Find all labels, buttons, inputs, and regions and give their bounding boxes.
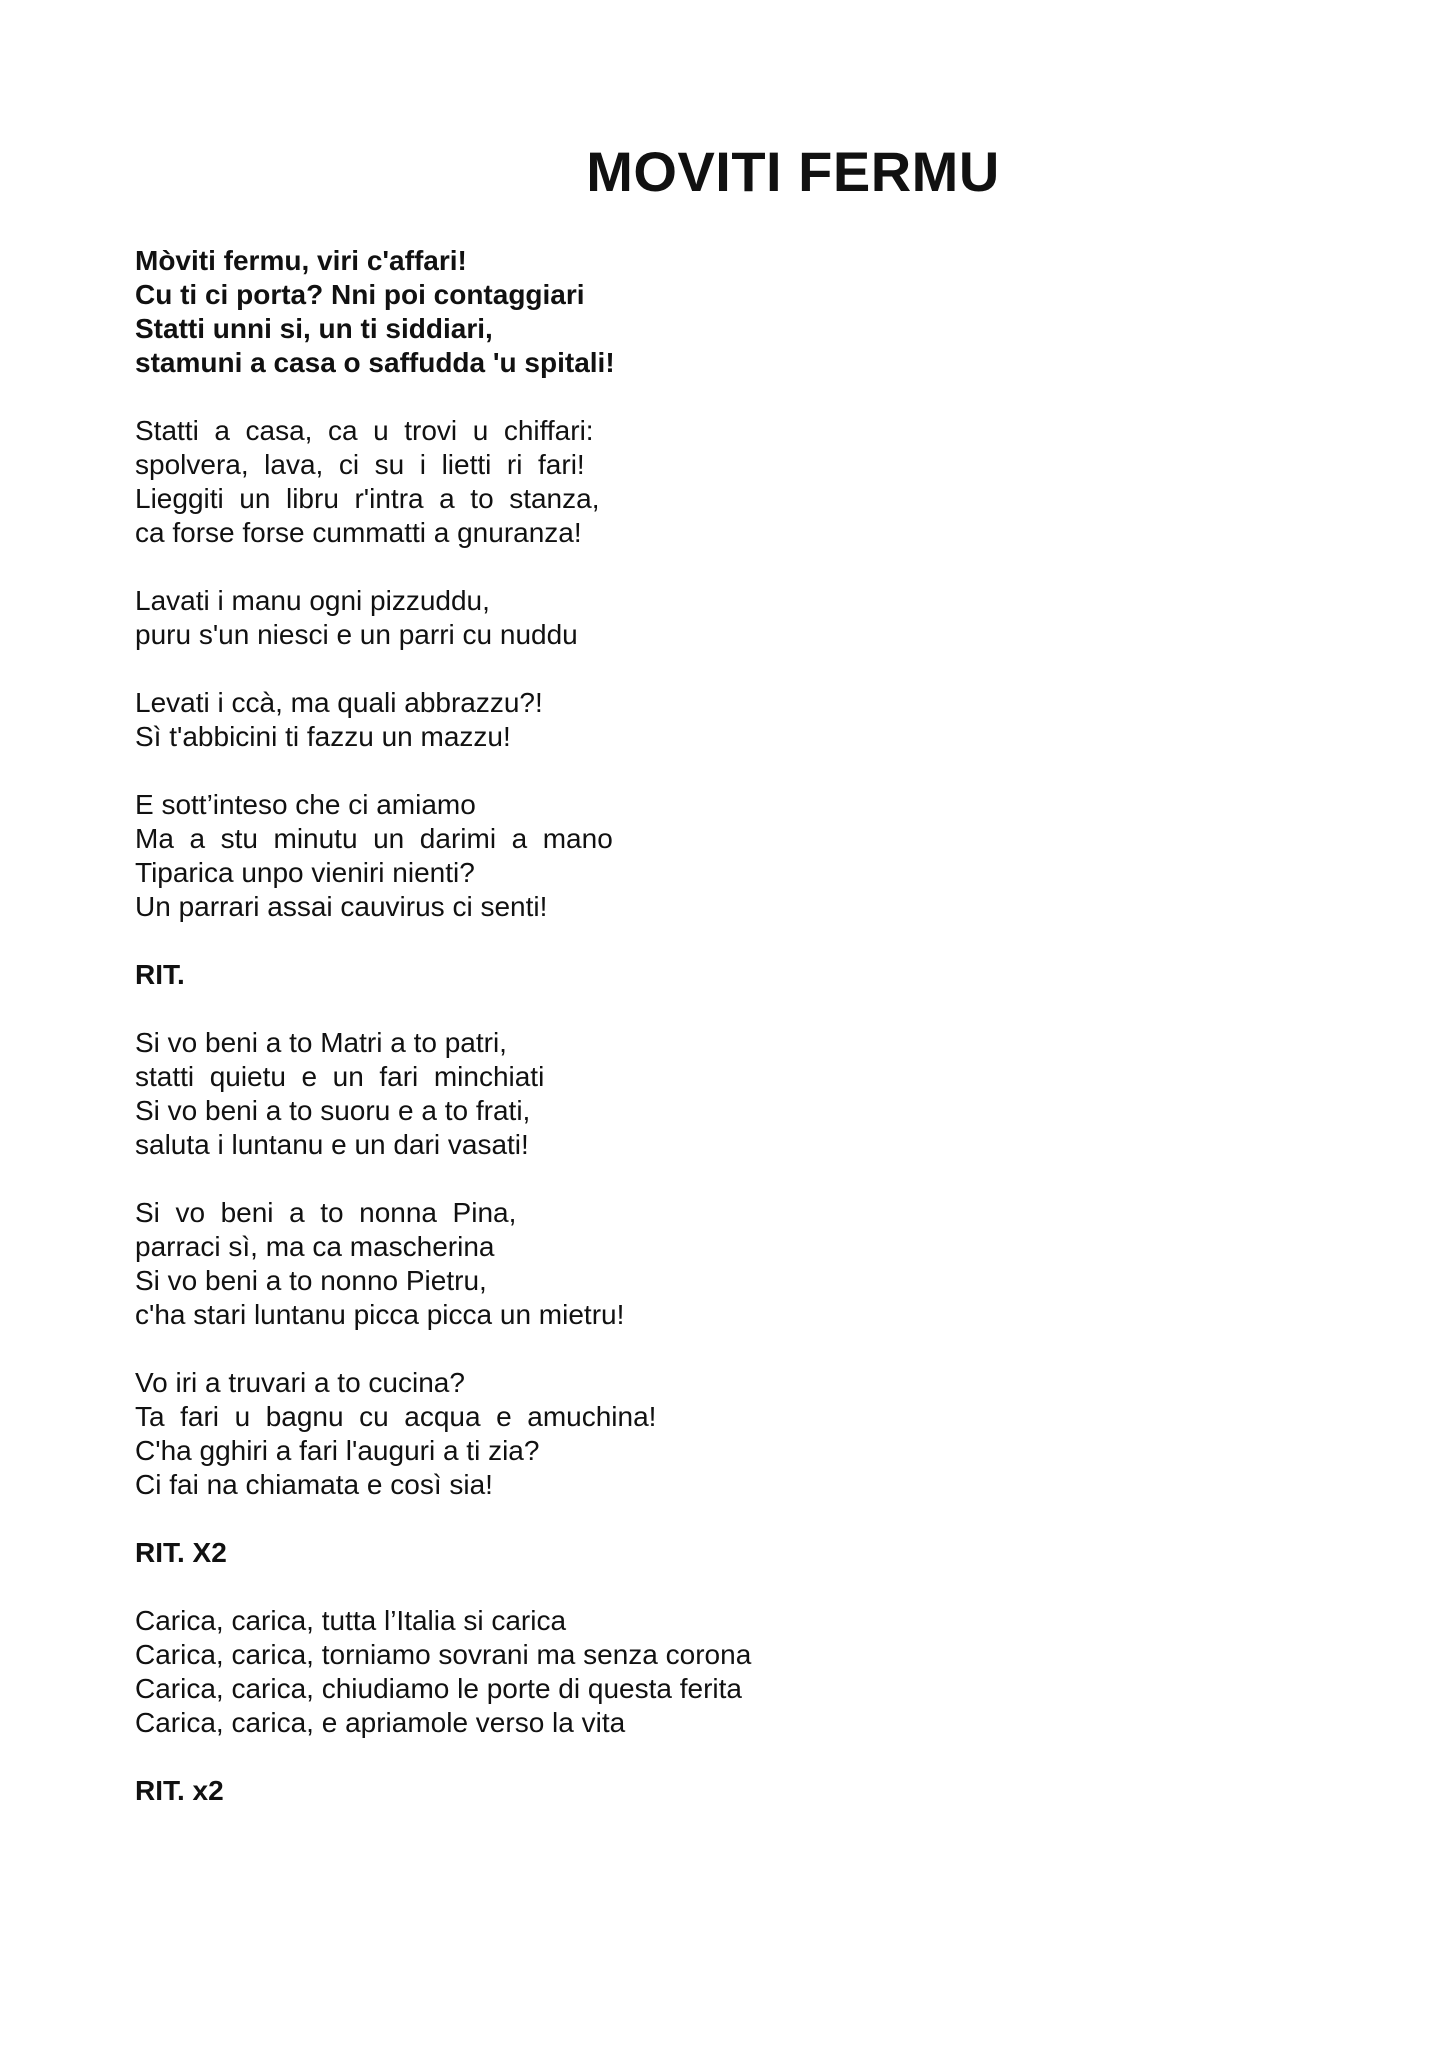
stanza [135, 1366, 1335, 1502]
stanza-group [135, 244, 1335, 924]
lyric-line: Si vo beni a to Matri a to patri, [135, 1027, 507, 1058]
stanza [135, 584, 1335, 652]
lyric-line: parraci sì, ma ca mascherina [135, 1231, 495, 1262]
lyric-line: Ci fai na chiamata e così sia! [135, 1469, 493, 1500]
lyrics-body [135, 244, 1335, 1842]
lyric-line: Un parrari assai cauvirus ci senti! [135, 891, 548, 922]
lyric-line: Cu ti ci porta? Nni poi contaggiari [135, 279, 585, 310]
lyric-line: Vo iri a truvari a to cucina? [135, 1367, 465, 1398]
lyric-line: c'ha stari luntanu picca picca un mietru! [135, 1299, 625, 1330]
lyric-line: Carica, carica, chiudiamo le porte di questa ferita [135, 1673, 742, 1704]
chorus-marker: RIT. [135, 959, 185, 990]
stanza [135, 1604, 1335, 1740]
stanza-group [135, 1026, 1335, 1502]
lyric-line: Statti a casa, ca u trovi u chiffari: [135, 415, 594, 446]
lyric-line: E sott’inteso che ci amiamo [135, 789, 476, 820]
lyric-line: Tiparica unpo vieniri nienti? [135, 857, 475, 888]
lyric-line: saluta i luntanu e un dari vasati! [135, 1129, 529, 1160]
lyric-line: spolvera, lava, ci su i lietti ri fari! [135, 449, 585, 480]
lyric-line: statti quietu e un fari minchiati [135, 1061, 545, 1092]
lyric-line: Mòviti fermu, viri c'affari! [135, 245, 467, 276]
stanza [135, 244, 1335, 380]
stanza-group [135, 1604, 1335, 1740]
lyric-line: Carica, carica, torniamo sovrani ma senza corona [135, 1639, 752, 1670]
lyric-line: Si vo beni a to nonna Pina, [135, 1197, 517, 1228]
lyric-line: Lieggiti un libru r'intra a to stanza, [135, 483, 600, 514]
page-title: MOVITI FERMU [586, 140, 1000, 203]
lyric-line: Lavati i manu ogni pizzuddu, [135, 585, 490, 616]
lyric-line: puru s'un niesci e un parri cu nuddu [135, 619, 578, 650]
lyric-line: Statti unni si, un ti siddiari, [135, 313, 493, 344]
chorus-marker: RIT. X2 [135, 1537, 227, 1568]
lyric-line: Carica, carica, e apriamole verso la vita [135, 1707, 626, 1738]
stanza [135, 414, 1335, 550]
stanza [135, 1196, 1335, 1332]
lyric-line: Si vo beni a to suoru e a to frati, [135, 1095, 531, 1126]
chorus-marker: RIT. x2 [135, 1775, 224, 1806]
lyric-line: Carica, carica, tutta l’Italia si carica [135, 1605, 567, 1636]
lyric-line: Sì t'abbicini ti fazzu un mazzu! [135, 721, 511, 752]
lyric-line: ca forse forse cummatti a gnuranza! [135, 517, 582, 548]
lyric-line: Levati i ccà, ma quali abbrazzu?! [135, 687, 543, 718]
lyric-line: C'ha gghiri a fari l'auguri a ti zia? [135, 1435, 540, 1466]
stanza [135, 788, 1335, 924]
lyric-line: Ma a stu minutu un darimi a mano [135, 823, 613, 854]
stanza [135, 1026, 1335, 1162]
stanza [135, 686, 1335, 754]
lyric-line: stamuni a casa o saffudda 'u spitali! [135, 347, 615, 378]
lyric-line: Ta fari u bagnu cu acqua e amuchina! [135, 1401, 657, 1432]
lyric-line: Si vo beni a to nonno Pietru, [135, 1265, 487, 1296]
